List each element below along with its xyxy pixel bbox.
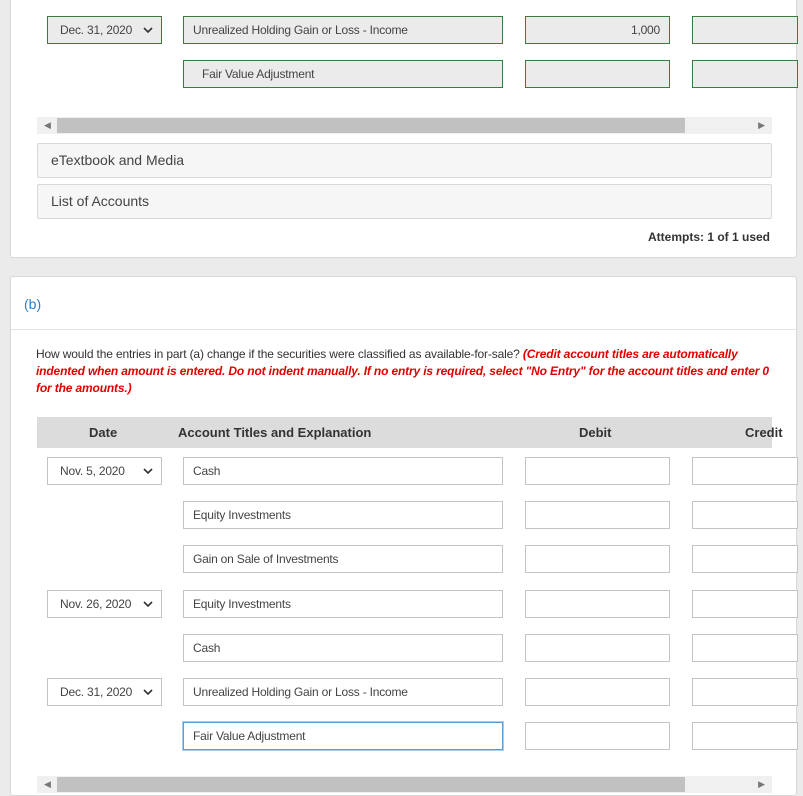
debit-field[interactable]: 1,000: [525, 16, 670, 44]
journal-table-header: [37, 417, 783, 448]
debit-field[interactable]: [525, 501, 670, 529]
account-title-field[interactable]: Cash: [183, 457, 503, 485]
credit-field[interactable]: [692, 457, 798, 485]
date-select-value: Dec. 31, 2020: [60, 23, 133, 37]
chevron-down-icon: [143, 600, 153, 608]
date-select-value: Nov. 26, 2020: [60, 597, 132, 611]
scrollbar-thumb[interactable]: [57, 118, 685, 133]
account-title-field[interactable]: Fair Value Adjustment: [183, 722, 503, 750]
account-title-field[interactable]: Gain on Sale of Investments: [183, 545, 503, 573]
debit-field[interactable]: [525, 590, 670, 618]
scroll-left-icon[interactable]: ◀: [44, 120, 51, 130]
credit-field[interactable]: [692, 634, 798, 662]
question-text: [36, 346, 771, 397]
account-title-field[interactable]: Fair Value Adjustment: [183, 60, 503, 88]
account-title-field[interactable]: Cash: [183, 634, 503, 662]
scroll-right-icon[interactable]: ▶: [758, 779, 765, 789]
debit-field[interactable]: [525, 722, 670, 750]
account-title-field[interactable]: Equity Investments: [183, 590, 503, 618]
debit-field[interactable]: [525, 60, 670, 88]
question-instruction: (Credit account titles are automatically indented when amount is entered. Do not indent manually. If no entry is required, select "No Entry" for the account titles and enter 0 for the amounts.): [36, 347, 769, 395]
debit-field[interactable]: [525, 678, 670, 706]
credit-field[interactable]: [692, 590, 798, 618]
chevron-down-icon: [143, 26, 153, 34]
account-header: Account Titles and Explanation: [178, 425, 372, 440]
part-b-card: [10, 276, 797, 796]
credit-field[interactable]: [692, 678, 798, 706]
date-select-value: Nov. 5, 2020: [60, 464, 125, 478]
account-title-field[interactable]: Equity Investments: [183, 501, 503, 529]
scroll-right-icon[interactable]: ▶: [758, 120, 765, 130]
date-select[interactable]: [47, 457, 162, 485]
debit-field[interactable]: [525, 457, 670, 485]
credit-field[interactable]: [692, 60, 798, 88]
scroll-left-icon[interactable]: ◀: [44, 779, 51, 789]
account-title-field[interactable]: Unrealized Holding Gain or Loss - Income: [183, 678, 503, 706]
debit-field[interactable]: [525, 545, 670, 573]
date-select[interactable]: [47, 16, 162, 44]
debit-header: Debit: [579, 425, 612, 440]
etextbook-link[interactable]: eTextbook and Media: [37, 143, 772, 178]
credit-field[interactable]: [692, 16, 798, 44]
debit-field[interactable]: [525, 634, 670, 662]
attempts-counter: Attempts: 1 of 1 used: [647, 230, 770, 244]
credit-field[interactable]: [692, 501, 798, 529]
part-a-card: [10, 0, 797, 258]
chevron-down-icon: [143, 467, 153, 475]
question-prompt: How would the entries in part (a) change if the securities were classified as available-for-sale?: [36, 347, 523, 361]
list-of-accounts-link[interactable]: List of Accounts: [37, 184, 772, 219]
credit-field[interactable]: [692, 722, 798, 750]
part-header: [11, 277, 796, 330]
horizontal-scrollbar[interactable]: [37, 117, 772, 134]
chevron-down-icon: [143, 688, 153, 696]
account-title-field[interactable]: Unrealized Holding Gain or Loss - Income: [183, 16, 503, 44]
date-select[interactable]: [47, 678, 162, 706]
credit-field[interactable]: [692, 545, 798, 573]
part-label: (b): [24, 296, 42, 312]
date-header: Date: [89, 425, 118, 440]
date-select-value: Dec. 31, 2020: [60, 685, 133, 699]
credit-header: Credit: [745, 425, 783, 440]
date-select[interactable]: [47, 590, 162, 618]
